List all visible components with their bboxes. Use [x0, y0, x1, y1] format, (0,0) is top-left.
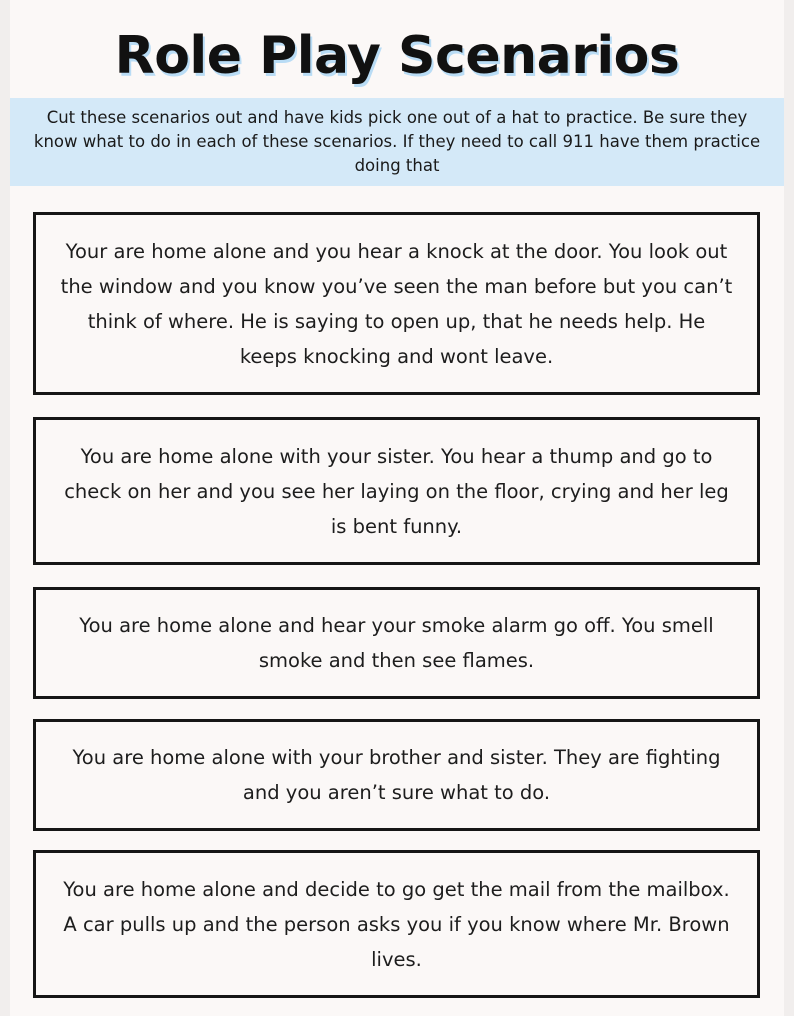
scenario-text: You are home alone and hear your smoke alarm go off. You smell smoke and then see flames. — [79, 614, 714, 672]
page-title: Role Play Scenarios — [114, 26, 680, 86]
page-edge-left — [0, 0, 10, 1016]
scenario-text: Your are home alone and you hear a knock at the door. You look out the window and you know you’ve seen the man before but you can’t think of where. He is saying to open up, that he needs help. He keeps knocking and wont leave. — [60, 239, 733, 368]
instructions-banner — [10, 98, 784, 186]
page-edge-right — [784, 0, 794, 1016]
scenario-card — [33, 850, 760, 998]
scenario-text: You are home alone with your sister. You hear a thump and go to check on her and you see her laying on the floor, crying and her leg is bent funny. — [64, 444, 729, 538]
scenario-card — [33, 587, 760, 699]
scenario-card — [33, 212, 760, 395]
scenario-card — [33, 719, 760, 831]
scenario-text: You are home alone and decide to go get the mail from the mailbox. A car pulls up and the person asks you if you know where Mr. Brown lives. — [63, 877, 730, 971]
scenario-card — [33, 417, 760, 565]
instructions-text: Cut these scenarios out and have kids pick one out of a hat to practice. Be sure they know what to do in each of these scenarios. If they need to call 911 have them practice doing that — [33, 108, 761, 175]
scenario-text: You are home alone with your brother and sister. They are fighting and you aren’t sure what to do. — [72, 746, 721, 804]
